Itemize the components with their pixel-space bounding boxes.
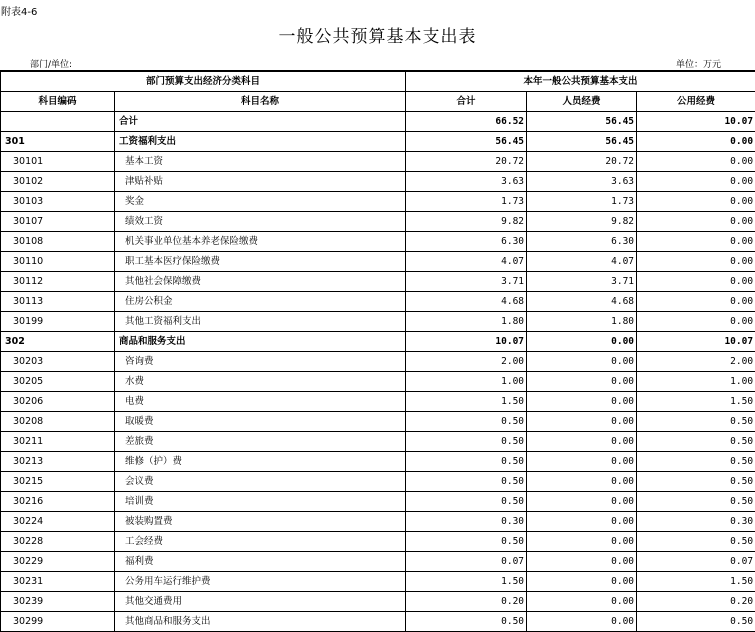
row-total: 1.50 (406, 392, 527, 412)
row-name: 咨询费 (115, 352, 406, 372)
row-total: 3.63 (406, 172, 527, 192)
column-header-row (1, 92, 755, 112)
row-code: 30215 (1, 472, 115, 492)
row-public: 0.50 (637, 532, 755, 552)
row-total: 1.00 (406, 372, 527, 392)
col-header-name: 科目名称 (115, 92, 406, 112)
table-row (1, 312, 755, 332)
row-personnel: 0.00 (527, 392, 637, 412)
row-total: 0.50 (406, 492, 527, 512)
row-code: 30103 (1, 192, 115, 212)
table-row (1, 212, 755, 232)
row-total: 0.20 (406, 592, 527, 612)
row-personnel: 4.07 (527, 252, 637, 272)
row-public: 0.00 (637, 172, 755, 192)
row-code: 30231 (1, 572, 115, 592)
row-name: 取暖费 (115, 412, 406, 432)
table-row (1, 412, 755, 432)
row-code: 30216 (1, 492, 115, 512)
total-personnel: 56.45 (527, 112, 637, 132)
group-header-right: 本年一般公共预算基本支出 (406, 71, 755, 92)
row-total: 2.00 (406, 352, 527, 372)
row-public: 0.30 (637, 512, 755, 532)
row-public: 0.50 (637, 472, 755, 492)
row-public: 0.20 (637, 592, 755, 612)
row-code: 30206 (1, 392, 115, 412)
row-code: 30199 (1, 312, 115, 332)
row-code: 30211 (1, 432, 115, 452)
row-total: 0.07 (406, 552, 527, 572)
row-public: 0.50 (637, 492, 755, 512)
table-row (1, 232, 755, 252)
row-total: 0.50 (406, 612, 527, 632)
row-public: 0.00 (637, 192, 755, 212)
row-total: 0.50 (406, 532, 527, 552)
department-label: 部门/单位: (30, 57, 72, 70)
row-public: 0.00 (637, 252, 755, 272)
table-row (1, 152, 755, 172)
row-personnel: 0.00 (527, 512, 637, 532)
row-name: 机关事业单位基本养老保险缴费 (115, 232, 406, 252)
row-personnel: 0.00 (527, 472, 637, 492)
table-row (1, 352, 755, 372)
row-public: 1.50 (637, 572, 755, 592)
row-name: 绩效工资 (115, 212, 406, 232)
row-public: 2.00 (637, 352, 755, 372)
row-total: 4.07 (406, 252, 527, 272)
unit-label: 单位：万元 (676, 57, 721, 70)
row-code: 30229 (1, 552, 115, 572)
row-name: 其他商品和服务支出 (115, 612, 406, 632)
row-name: 被装购置费 (115, 512, 406, 532)
row-personnel: 0.00 (527, 352, 637, 372)
row-total: 0.50 (406, 412, 527, 432)
row-code: 30110 (1, 252, 115, 272)
row-code: 30101 (1, 152, 115, 172)
row-personnel: 0.00 (527, 612, 637, 632)
table-row (1, 432, 755, 452)
row-name: 公务用车运行维护费 (115, 572, 406, 592)
row-public: 1.50 (637, 392, 755, 412)
row-name: 其他交通费用 (115, 592, 406, 612)
row-personnel: 9.82 (527, 212, 637, 232)
row-code: 30113 (1, 292, 115, 312)
row-name: 工资福利支出 (115, 132, 406, 152)
row-code: 30208 (1, 412, 115, 432)
row-personnel: 0.00 (527, 592, 637, 612)
total-total: 66.52 (406, 112, 527, 132)
table-row (1, 472, 755, 492)
table-row (1, 392, 755, 412)
row-public: 0.50 (637, 432, 755, 452)
row-personnel: 0.00 (527, 372, 637, 392)
row-personnel: 1.80 (527, 312, 637, 332)
row-public: 0.00 (637, 312, 755, 332)
row-public: 0.00 (637, 272, 755, 292)
col-header-total: 合计 (406, 92, 527, 112)
table-row (1, 592, 755, 612)
row-public: 0.50 (637, 412, 755, 432)
row-name: 福利费 (115, 552, 406, 572)
row-name: 水费 (115, 372, 406, 392)
row-code: 30224 (1, 512, 115, 532)
row-personnel: 1.73 (527, 192, 637, 212)
row-name: 电费 (115, 392, 406, 412)
total-code-cell (1, 112, 115, 132)
row-public: 0.00 (637, 232, 755, 252)
row-public: 0.50 (637, 612, 755, 632)
budget-table (0, 70, 755, 632)
row-personnel: 0.00 (527, 332, 637, 352)
row-personnel: 0.00 (527, 572, 637, 592)
row-code: 30228 (1, 532, 115, 552)
row-total: 56.45 (406, 132, 527, 152)
row-public: 0.00 (637, 152, 755, 172)
total-public: 10.07 (637, 112, 755, 132)
table-row (1, 192, 755, 212)
table-row (1, 332, 755, 352)
row-personnel: 6.30 (527, 232, 637, 252)
row-public: 0.00 (637, 212, 755, 232)
row-code: 301 (1, 132, 115, 152)
row-personnel: 0.00 (527, 532, 637, 552)
row-code: 30203 (1, 352, 115, 372)
total-row (1, 112, 755, 132)
row-public: 0.00 (637, 132, 755, 152)
table-row (1, 552, 755, 572)
table-row (1, 512, 755, 532)
row-personnel: 3.71 (527, 272, 637, 292)
row-name: 其他工资福利支出 (115, 312, 406, 332)
row-total: 6.30 (406, 232, 527, 252)
page-title: 一般公共预算基本支出表 (0, 22, 755, 47)
table-row (1, 572, 755, 592)
row-name: 职工基本医疗保险缴费 (115, 252, 406, 272)
row-personnel: 0.00 (527, 432, 637, 452)
row-total: 3.71 (406, 272, 527, 292)
row-public: 0.00 (637, 292, 755, 312)
row-code: 30112 (1, 272, 115, 292)
table-row (1, 292, 755, 312)
row-name: 商品和服务支出 (115, 332, 406, 352)
appendix-label: 附表4-6 (1, 3, 37, 18)
row-code: 30213 (1, 452, 115, 472)
row-code: 30108 (1, 232, 115, 252)
col-header-personnel: 人员经费 (527, 92, 637, 112)
table-row (1, 492, 755, 512)
row-code: 30107 (1, 212, 115, 232)
row-total: 0.50 (406, 472, 527, 492)
row-name: 维修（护）费 (115, 452, 406, 472)
row-personnel: 3.63 (527, 172, 637, 192)
row-total: 20.72 (406, 152, 527, 172)
table-row (1, 532, 755, 552)
row-total: 10.07 (406, 332, 527, 352)
table-row (1, 372, 755, 392)
row-name: 差旅费 (115, 432, 406, 452)
row-code: 30299 (1, 612, 115, 632)
total-label: 合计 (115, 112, 406, 132)
row-code: 30205 (1, 372, 115, 392)
table-row (1, 252, 755, 272)
row-personnel: 0.00 (527, 452, 637, 472)
table-row (1, 272, 755, 292)
row-personnel: 4.68 (527, 292, 637, 312)
table-row (1, 612, 755, 632)
row-public: 10.07 (637, 332, 755, 352)
row-total: 0.50 (406, 432, 527, 452)
row-code: 30239 (1, 592, 115, 612)
table-row (1, 172, 755, 192)
row-name: 住房公积金 (115, 292, 406, 312)
row-total: 4.68 (406, 292, 527, 312)
row-total: 1.80 (406, 312, 527, 332)
row-personnel: 0.00 (527, 412, 637, 432)
row-personnel: 0.00 (527, 552, 637, 572)
col-header-public: 公用经费 (637, 92, 755, 112)
row-name: 会议费 (115, 472, 406, 492)
row-total: 0.50 (406, 452, 527, 472)
group-header-row (1, 71, 755, 92)
row-name: 工会经费 (115, 532, 406, 552)
row-total: 1.50 (406, 572, 527, 592)
row-name: 奖金 (115, 192, 406, 212)
row-public: 1.00 (637, 372, 755, 392)
row-name: 培训费 (115, 492, 406, 512)
row-total: 1.73 (406, 192, 527, 212)
row-code: 30102 (1, 172, 115, 192)
row-personnel: 56.45 (527, 132, 637, 152)
col-header-code: 科目编码 (1, 92, 115, 112)
row-personnel: 20.72 (527, 152, 637, 172)
row-personnel: 0.00 (527, 492, 637, 512)
group-header-left: 部门预算支出经济分类科目 (1, 71, 406, 92)
row-name: 其他社会保障缴费 (115, 272, 406, 292)
row-public: 0.50 (637, 452, 755, 472)
row-total: 0.30 (406, 512, 527, 532)
row-total: 9.82 (406, 212, 527, 232)
table-row (1, 132, 755, 152)
table-row (1, 452, 755, 472)
row-code: 302 (1, 332, 115, 352)
row-name: 基本工资 (115, 152, 406, 172)
row-public: 0.07 (637, 552, 755, 572)
row-name: 津贴补贴 (115, 172, 406, 192)
